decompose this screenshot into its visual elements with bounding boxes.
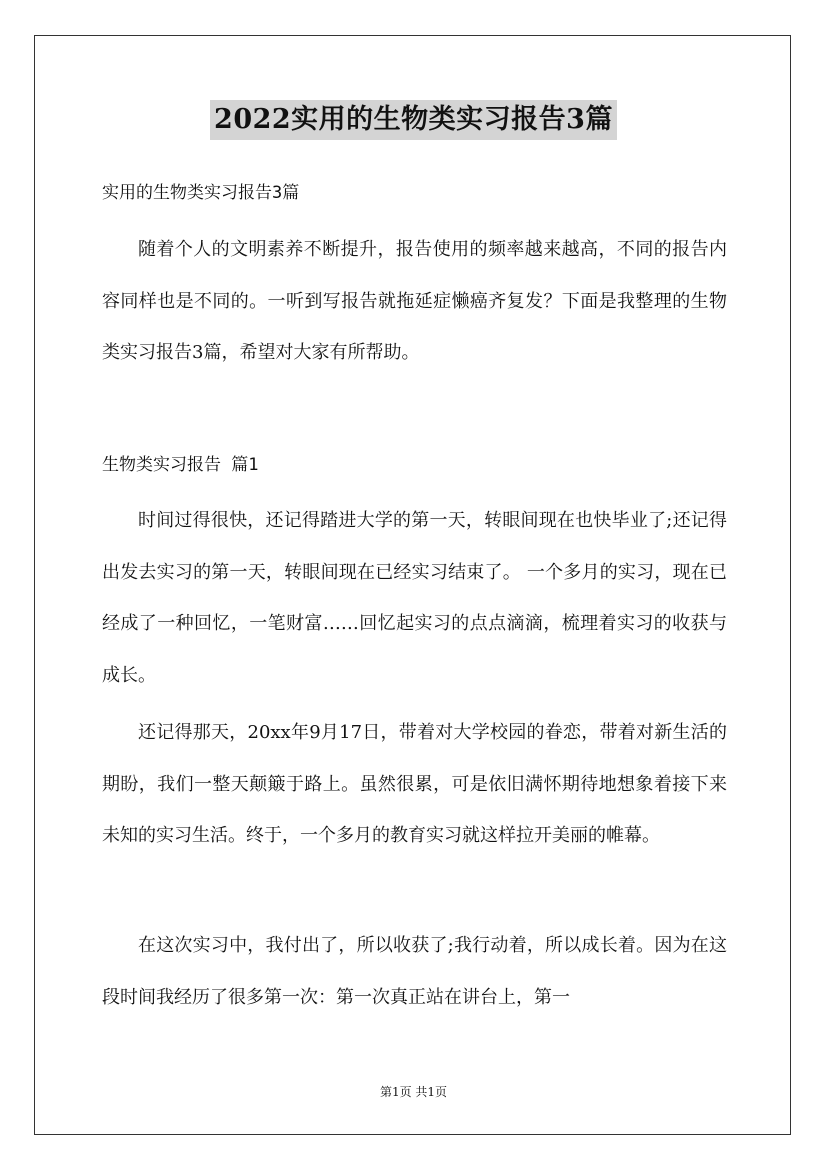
body-paragraph-1: 时间过得很快，还记得踏进大学的第一天，转眼间现在也快毕业了;还记得出发去实习的第一天，转眼间现在已经实习结束了。 一个多月的实习，现在已经成了一种回忆，一笔财富……回忆起实习的点点滴滴，梳理着实习的收获与成长。 (102, 510, 727, 686)
document-subtitle: 实用的生物类实习报告3篇 (102, 183, 300, 203)
section-heading: 生物类实习报告 篇1 (102, 455, 259, 475)
title-container (0, 100, 827, 140)
document-title: 2022实用的生物类实习报告3篇 (210, 100, 617, 140)
intro-paragraph: 随着个人的文明素养不断提升，报告使用的频率越来越高，不同的报告内容同样也是不同的。一听到写报告就拖延症懒癌齐复发？下面是我整理的生物类实习报告3篇，希望对大家有所帮助。 (102, 239, 727, 363)
page-footer: 第1页 共1页 (379, 1085, 448, 1099)
body-paragraph-3: 在这次实习中，我付出了，所以收获了;我行动着，所以成长着。因为在这段时间我经历了很多第一次：第一次真正站在讲台上，第一 (102, 935, 727, 1008)
body-paragraph-2: 还记得那天，20xx年9月17日，带着对大学校园的眷恋，带着对新生活的期盼，我们一整天颠簸于路上。虽然很累，可是依旧满怀期待地想象着接下来未知的实习生活。终于，一个多月的教育实习就这样拉开美丽的帷幕。 (102, 722, 727, 846)
